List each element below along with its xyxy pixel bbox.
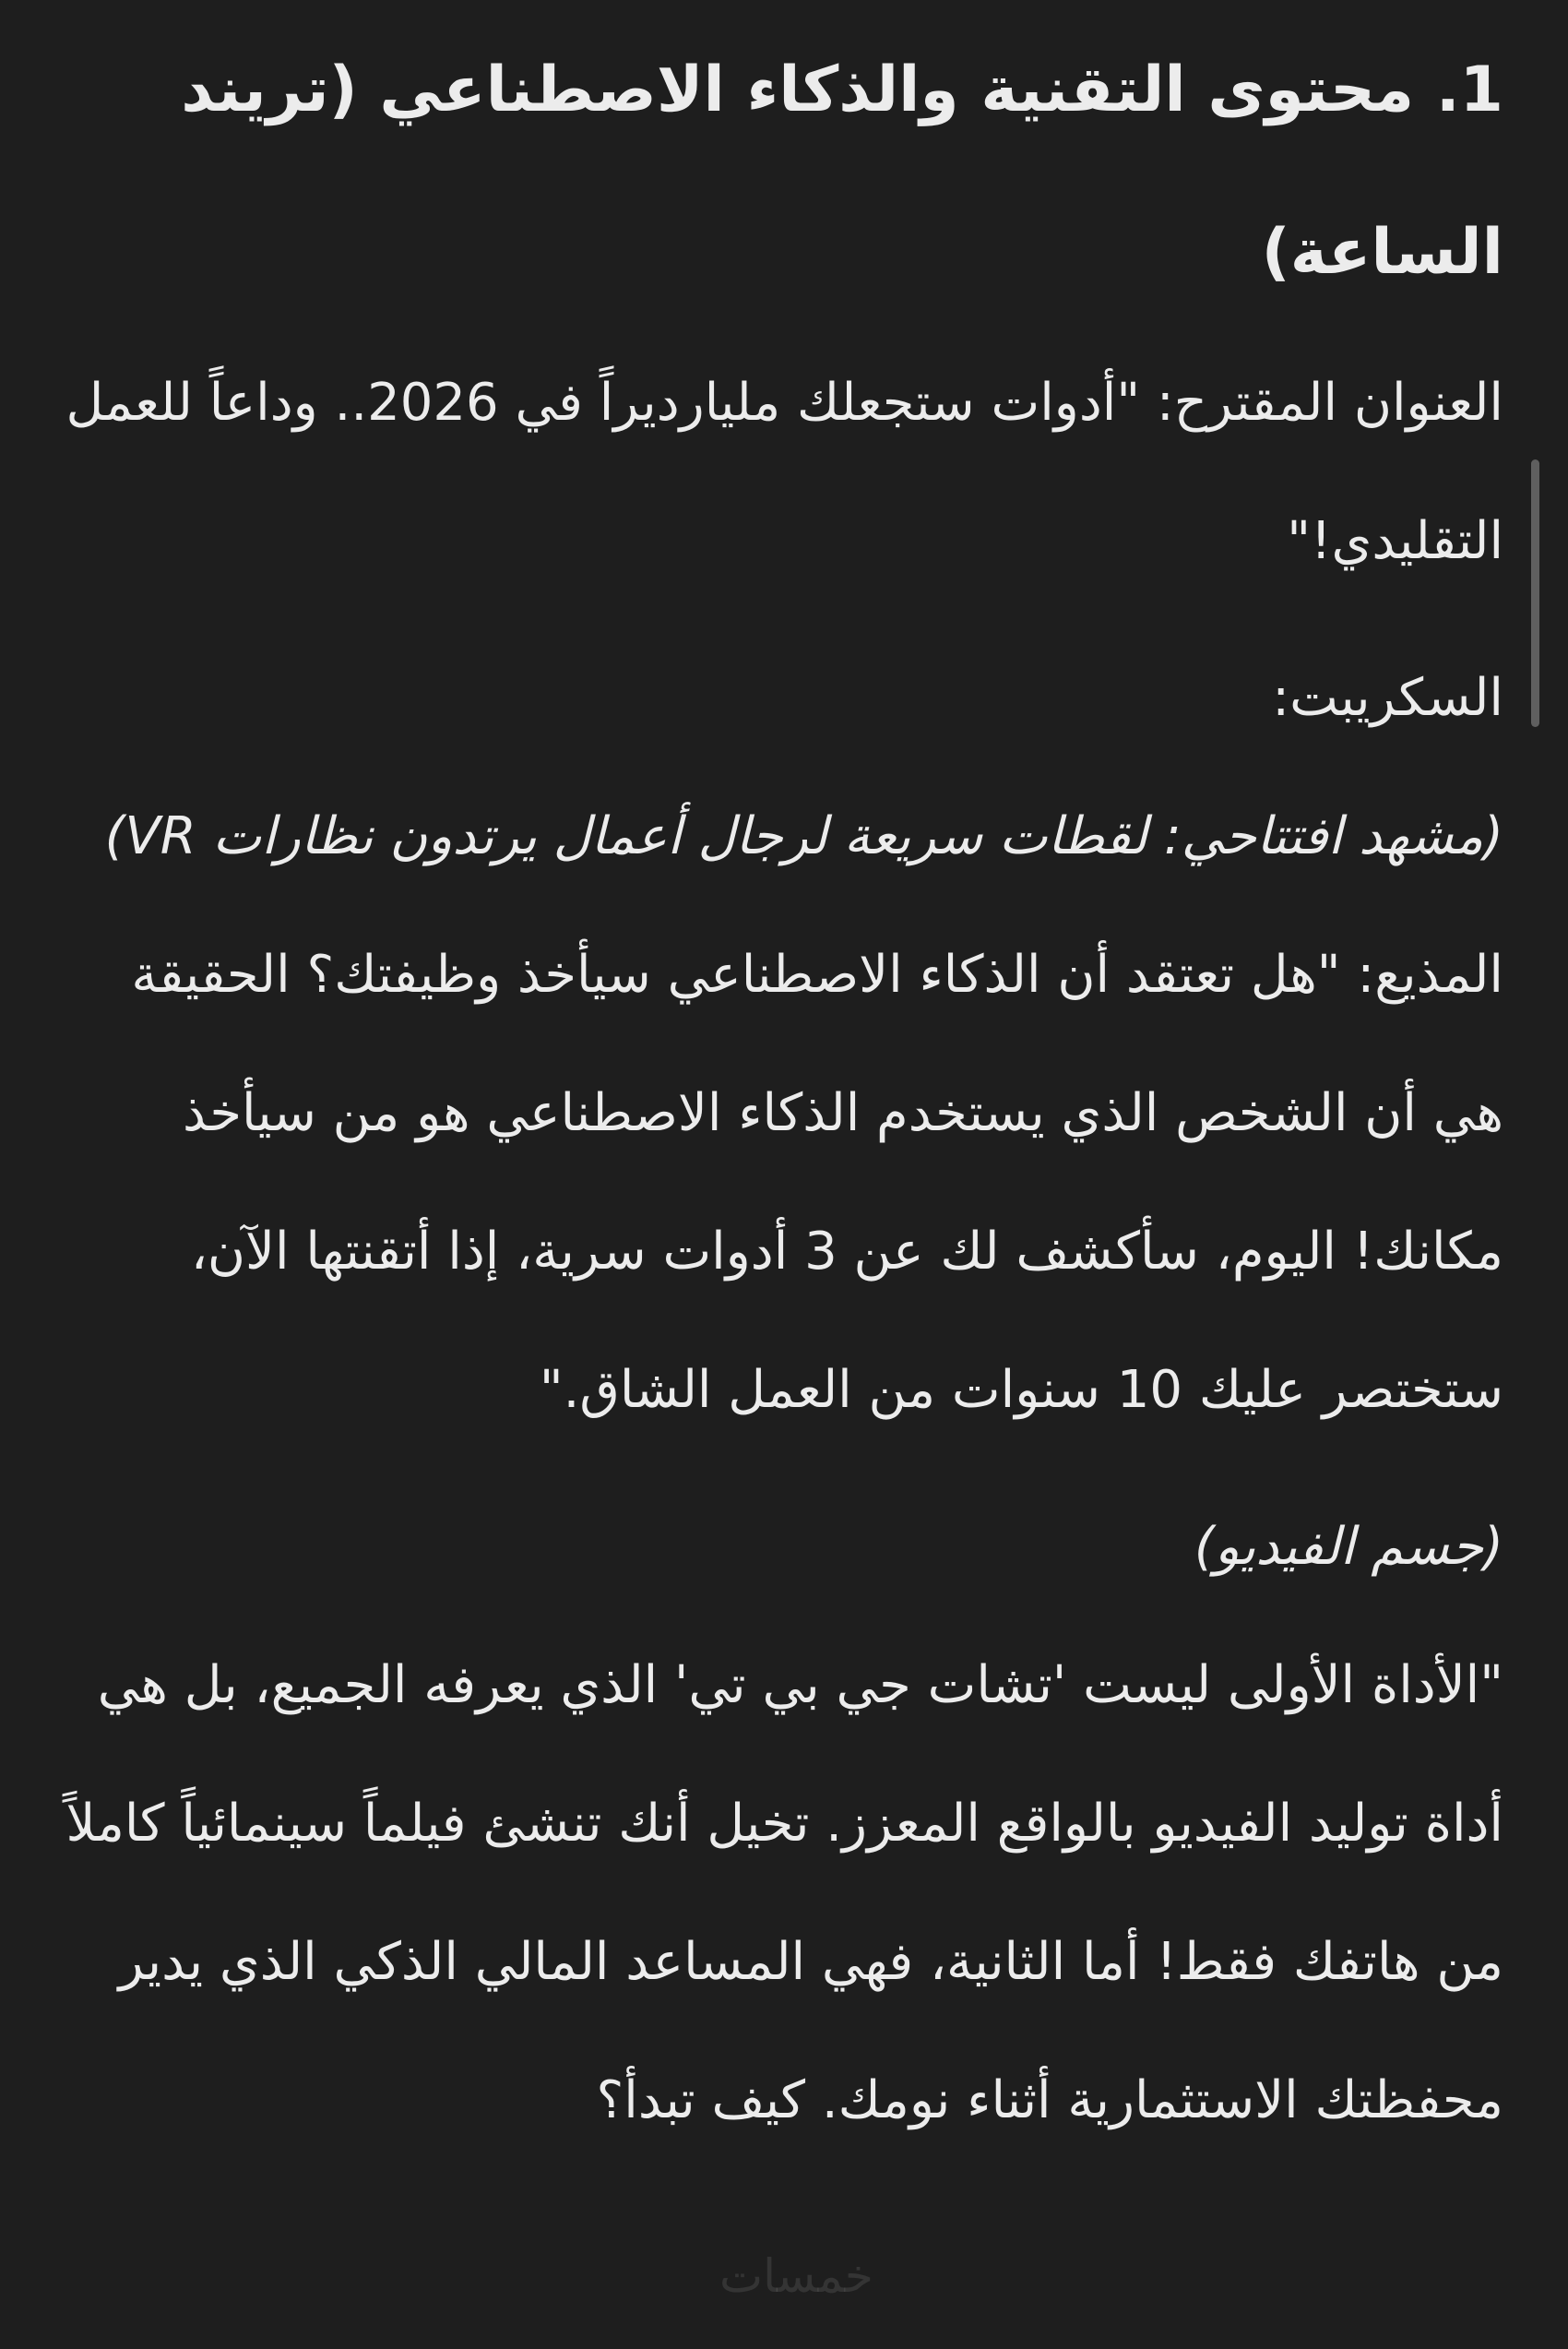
document-content (65, 37, 1503, 2170)
script-label: السكريبت: (1272, 668, 1503, 728)
suggested-title: العنوان المقترح: "أدوات ستجعلك مليارديراً في 2026.. وداعاً للعمل التقليدي!" (65, 373, 1503, 571)
section-heading: 1. محتوى التقنية والذكاء الاصطناعي (تريند الساعة) (181, 54, 1503, 289)
watermark-logo: خمسات (719, 2249, 873, 2303)
scrollbar[interactable] (1526, 0, 1538, 2349)
scrollbar-thumb[interactable] (1531, 459, 1539, 727)
opening-scene: (مشهد افتتاحي: لقطات سريعة لرجال أعمال يرتدون نظارات VR) (104, 806, 1503, 866)
body-text: "الأداة الأولى ليست 'تشات جي بي تي' الذي يعرفه الجميع، بل هي أداة توليد الفيديو بالواقع المعزز. تخيل أنك تنشئ فيلماً سينمائياً كاملاً من هاتفك فقط! أما الثانية، فهي المساعد المالي الذكي الذي يدير محفظتك الاستثمارية أثناء نومك. كيف تبدأ؟ (65, 1655, 1503, 2130)
presenter-line: المذيع: "هل تعتقد أن الذكاء الاصطناعي سيأخذ وظيفتك؟ الحقيقة هي أن الشخص الذي يستخدم الذكاء الاصطناعي هو من سيأخذ مكانك! اليوم، سأكشف لك عن 3 أدوات سرية، إذا أتقنتها الآن، ستختصر عليك 10 سنوات من العمل الشاق." (131, 945, 1503, 1420)
video-body-label: (جسم الفيديو) (1194, 1517, 1503, 1577)
